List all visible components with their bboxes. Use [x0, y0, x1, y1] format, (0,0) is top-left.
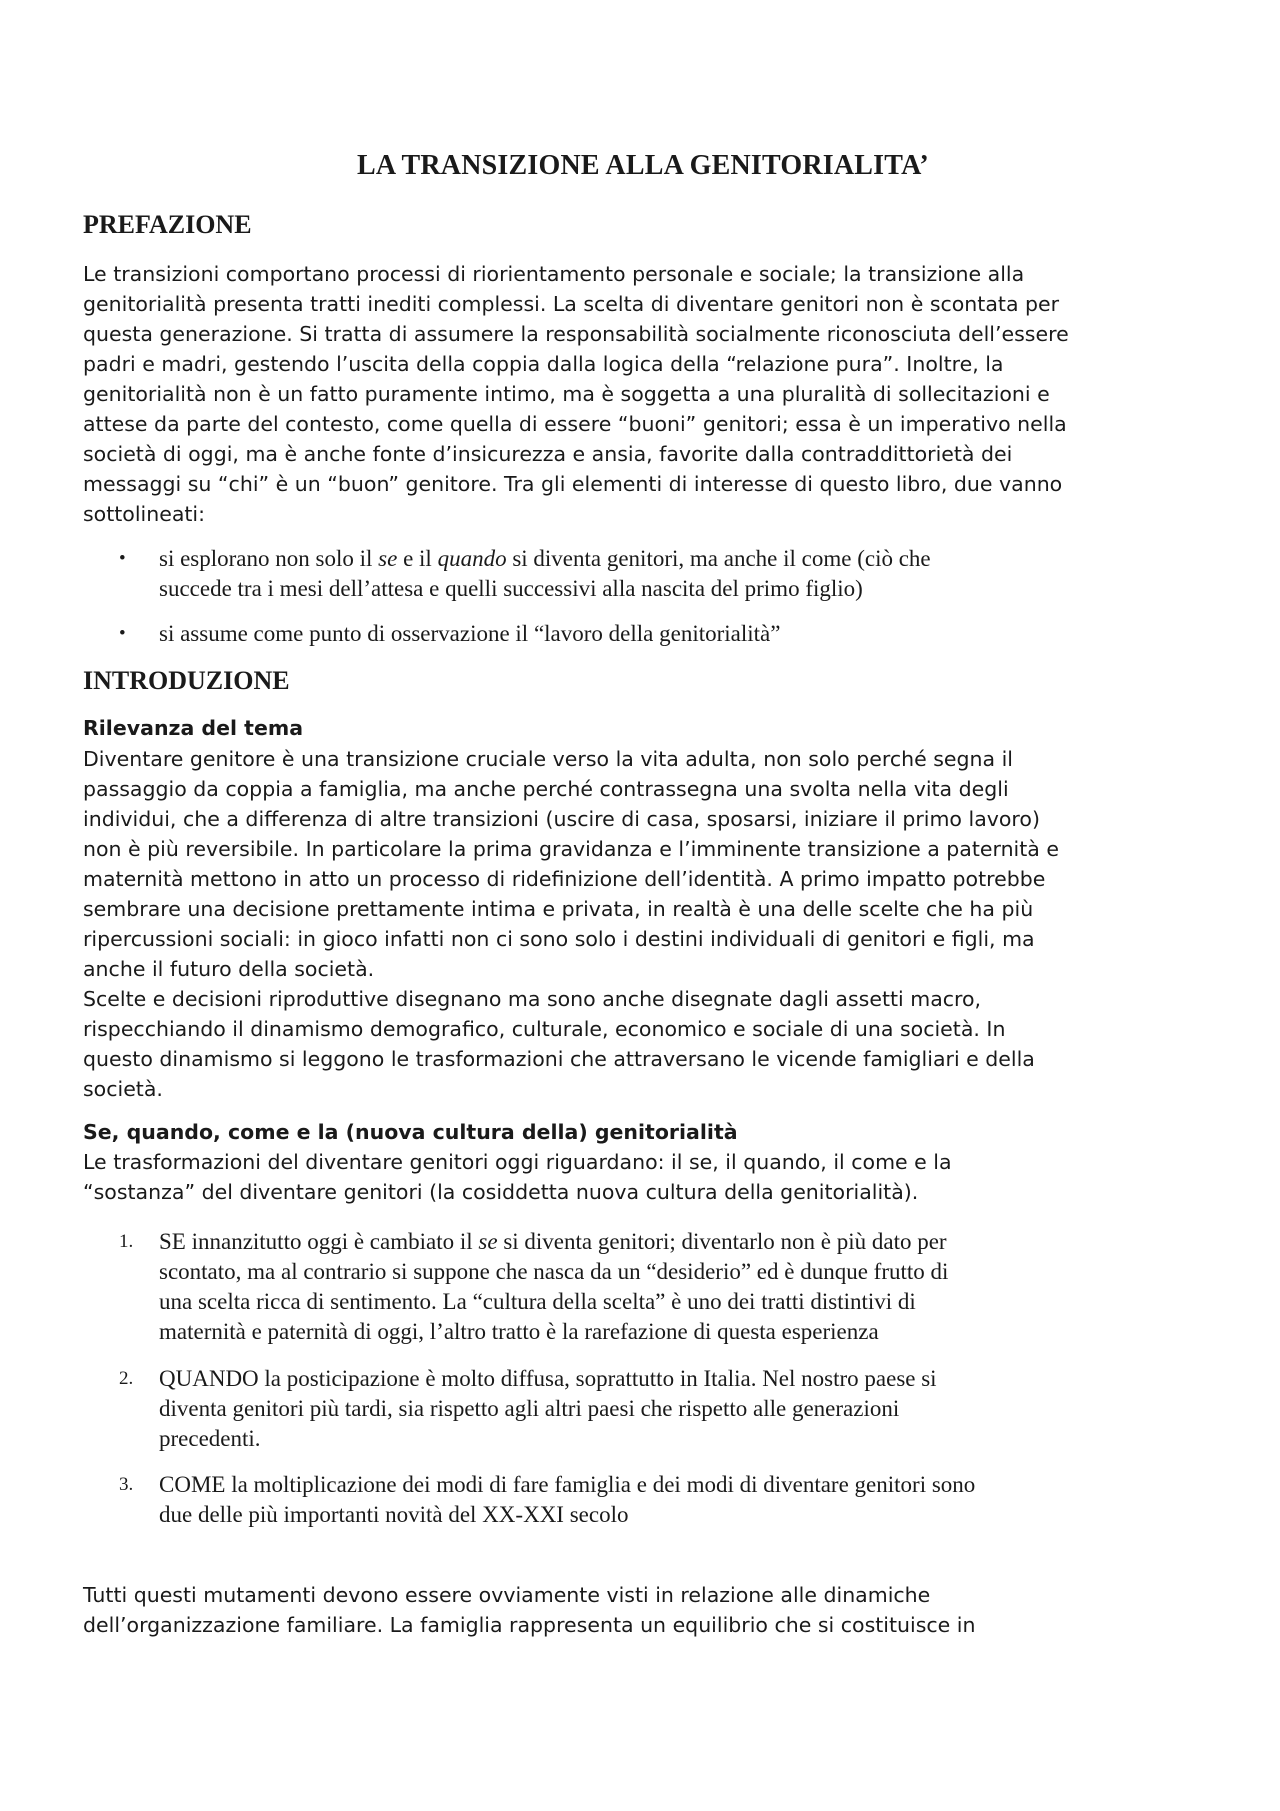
- text-line: individui, che a differenza di altre transizioni (uscire di casa, sposarsi, iniziare il primo lavoro): [83, 807, 1040, 831]
- prefazione-paragraph: [83, 259, 1243, 529]
- text-line: genitorialità non è un fatto puramente intimo, ma è soggetta a una pluralità di sollecitazioni e: [83, 382, 1050, 406]
- text-line: genitorialità presenta tratti inediti complessi. La scelta di diventare genitori non è scontata per: [83, 292, 1060, 316]
- text-line: questa generazione. Si tratta di assumere la responsabilità socialmente riconosciuta dell’essere: [83, 322, 1069, 346]
- rilevanza-paragraph: [83, 744, 1243, 1104]
- text-line: non è più reversibile. In particolare la prima gravidanza e l’imminente transizione a paternità e: [83, 837, 1059, 861]
- text-line: Le transizioni comportano processi di riorientamento personale e sociale; la transizione alla: [83, 262, 1025, 286]
- heading-prefazione: PREFAZIONE: [83, 210, 252, 239]
- text-line: Scelte e decisioni riproduttive disegnano ma sono anche disegnate dagli assetti macro,: [83, 987, 982, 1011]
- text-line: sembrare una decisione prettamente intima e privata, in realtà è una delle scelte che ha più: [83, 897, 1034, 921]
- bullet-marker: •: [119, 548, 126, 569]
- numbered-text: SE innanzitutto oggi è cambiato il se si diventa genitori; diventarlo non è più dato per scontato, ma al contrario si suppone che nasca da un “desiderio” ed è dunque frutto di una scelta ricca di sentimento. La “cultura della scelta” è uno dei tratti distintivi di maternità e paternità di oggi, l’altro tratto è la rarefazione di questa esperienza: [159, 1229, 949, 1344]
- closing-paragraph: [83, 1580, 1243, 1640]
- number-marker: 3.: [119, 1474, 134, 1495]
- text-line: Tutti questi mutamenti devono essere ovviamente visti in relazione alle dinamiche: [83, 1583, 931, 1607]
- heading-introduzione: INTRODUZIONE: [83, 666, 290, 695]
- text-line: società di oggi, ma è anche fonte d’insicurezza e ansia, favorite dalla contraddittorietà dei: [83, 442, 1013, 466]
- bullet-marker: •: [119, 623, 126, 644]
- text-line: società.: [83, 1077, 163, 1101]
- text-line: dell’organizzazione familiare. La famiglia rappresenta un equilibrio che si costituisce in: [83, 1613, 976, 1637]
- text-line: sottolineati:: [83, 502, 206, 526]
- text-line: questo dinamismo si leggono le trasformazioni che attraversano le vicende famigliari e della: [83, 1047, 1035, 1071]
- text-line: ripercussioni sociali: in gioco infatti non ci sono solo i destini individuali di genitori e figli, ma: [83, 927, 1035, 951]
- text-line: messaggi su “chi” è un “buon” genitore. Tra gli elementi di interesse di questo libro, due vanno: [83, 472, 1063, 496]
- document-title: LA TRANSIZIONE ALLA GENITORIALITA’: [357, 150, 929, 181]
- text-line: Le trasformazioni del diventare genitori oggi riguardano: il se, il quando, il come e la: [83, 1150, 952, 1174]
- number-marker: 2.: [119, 1368, 134, 1389]
- numbered-text: COME la moltiplicazione dei modi di fare famiglia e dei modi di diventare genitori sono due delle più importanti novità del XX-XXI secolo: [159, 1472, 976, 1527]
- number-marker: 1.: [119, 1231, 134, 1252]
- subheading-rilevanza: Rilevanza del tema: [83, 716, 304, 740]
- text-line: anche il futuro della società.: [83, 957, 375, 981]
- text-line: passaggio da coppia a famiglia, ma anche perché contrassegna una svolta nella vita degli: [83, 777, 1009, 801]
- se-quando-paragraph: [83, 1147, 1243, 1207]
- text-line: Diventare genitore è una transizione cruciale verso la vita adulta, non solo perché segna il: [83, 747, 1013, 771]
- text-line: maternità mettono in atto un processo di ridefinizione dell’identità. A primo impatto potrebbe: [83, 867, 1046, 891]
- numbered-text: QUANDO la posticipazione è molto diffusa, soprattutto in Italia. Nel nostro paese si diventa genitori più tardi, sia rispetto agli altri paesi che rispetto alle generazioni precedenti.: [159, 1366, 937, 1451]
- text-line: attese da parte del contesto, come quella di essere “buoni” genitori; essa è un imperativo nella: [83, 412, 1067, 436]
- bullet-text: si assume come punto di osservazione il “lavoro della genitorialità”: [159, 621, 781, 646]
- bullet-text: si esplorano non solo il se e il quando si diventa genitori, ma anche il come (ciò che succede tra i mesi dell’attesa e quelli successivi alla nascita del primo figlio): [159, 546, 931, 601]
- text-line: padri e madri, gestendo l’uscita della coppia dalla logica della “relazione pura”. Inoltre, la: [83, 352, 1004, 376]
- text-line: “sostanza” del diventare genitori (la cosiddetta nuova cultura della genitorialità).: [83, 1180, 919, 1204]
- subheading-se-quando: Se, quando, come e la (nuova cultura della) genitorialità: [83, 1120, 738, 1144]
- text-line: rispecchiando il dinamismo demografico, culturale, economico e sociale di una società. In: [83, 1017, 1006, 1041]
